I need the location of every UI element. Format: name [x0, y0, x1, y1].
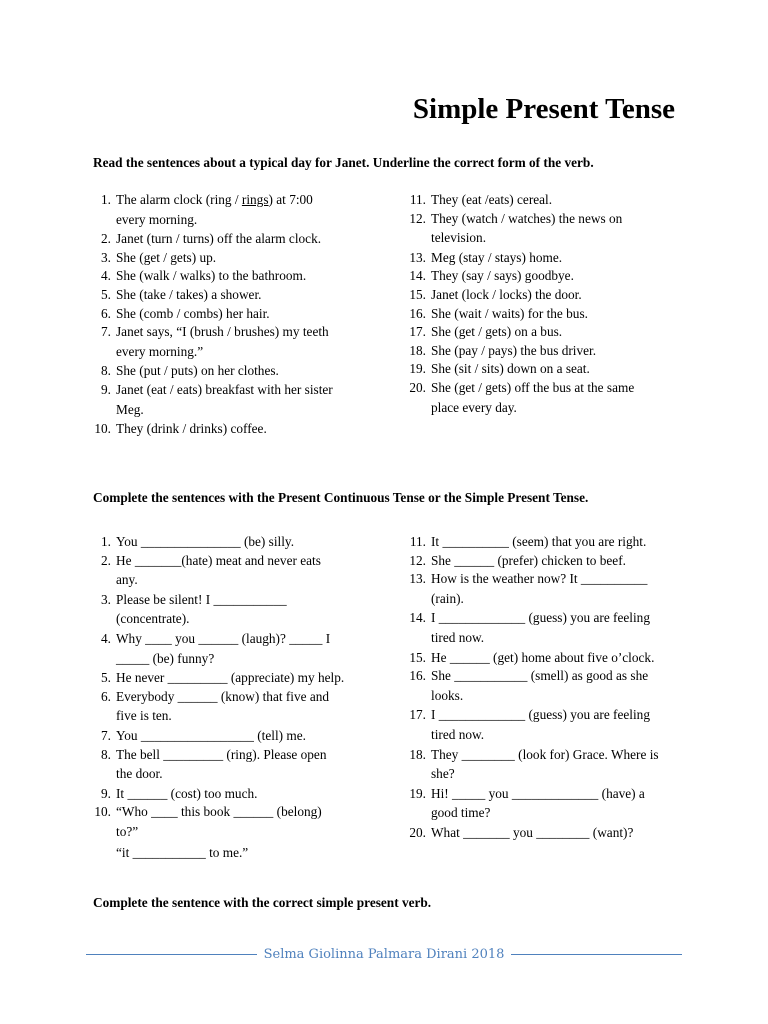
item-number: 8. [101, 746, 111, 762]
item-text-line: How is the weather now? It __________ [431, 571, 648, 587]
s1-right-item [408, 305, 708, 324]
item-number: 17. [409, 707, 426, 723]
s2-right-item [408, 824, 708, 843]
item-text-line: He ______ (get) home about five o’clock. [431, 649, 655, 665]
item-number: 4. [101, 630, 111, 646]
item-text-line: They ________ (look for) Grace. Where is [431, 746, 659, 762]
item-text-line: She ___________ (smell) as good as she [431, 668, 649, 684]
s2-right-item [408, 609, 708, 648]
item-text-line: The bell _________ (ring). Please open [116, 746, 327, 762]
item-number: 1. [101, 192, 111, 207]
item-text-line: good time? [431, 805, 491, 821]
item-text-line: “Who ____ this book ______ (belong) [116, 804, 322, 820]
item-text-line: They (drink / drinks) coffee. [116, 421, 267, 437]
item-text-line: They (watch / watches) the news on [431, 210, 623, 226]
item-text-line: Why ____ you ______ (laugh)? _____ I [116, 630, 331, 646]
item-text-line: Janet (turn / turns) off the alarm clock. [116, 231, 322, 247]
s2-right-item [408, 570, 708, 609]
item-text-line: _____ (be) funny? [116, 650, 215, 666]
s2-right-item [408, 667, 708, 706]
item-text-line: any. [116, 572, 138, 588]
item-number: 9. [101, 785, 111, 801]
item-text-line: Meg. [116, 401, 144, 417]
item-text-line: to?” [116, 823, 139, 839]
s2-left-item [93, 727, 393, 746]
s1-left-item [93, 381, 393, 420]
item-text-line: Janet says, “I (brush / brushes) my teeth [116, 324, 329, 340]
underlined-answer: rings [241, 192, 269, 207]
s2-left-item [93, 669, 393, 688]
item-number: 10. [94, 421, 111, 437]
s1-left-item [93, 305, 393, 324]
item-text-line: She (get / gets) off the bus at the same [431, 379, 635, 395]
item-text-line: five is ten. [116, 708, 172, 724]
item-text-line: Meg (stay / stays) home. [431, 249, 563, 265]
s1-left-item [93, 249, 393, 268]
item-number: 13. [409, 249, 426, 265]
item-number: 14. [409, 268, 426, 284]
s2-left-item [93, 688, 393, 727]
item-number: 16. [409, 668, 426, 684]
item-number: 12. [409, 210, 426, 226]
s2-left-item [93, 630, 393, 669]
item-text-line: What _______ you ________ (want)? [431, 824, 634, 840]
item-text-line: She (comb / combs) her hair. [116, 305, 270, 321]
item-text-line: You _________________ (tell) me. [116, 727, 306, 743]
item-number: 3. [101, 249, 111, 265]
item-number: 4. [101, 268, 111, 284]
section1-instruction: Read the sentences about a typical day for Janet. Underline the correct form of the verb. [93, 155, 594, 170]
item-number: 12. [409, 552, 426, 568]
s2-right-item [408, 533, 708, 552]
item-text-line: Janet (lock / locks) the door. [431, 286, 582, 302]
item-text-line: Everybody ______ (know) that five and [116, 688, 330, 704]
item-text-line: place every day. [431, 399, 517, 415]
item-text-line: She (sit / sits) down on a seat. [431, 361, 590, 377]
item-number: 9. [101, 381, 111, 397]
s2-right-item [408, 785, 708, 824]
s2-right-item [408, 649, 708, 668]
section2-instruction: Complete the sentences with the Present Continuous Tense or the Simple Present Tense. [93, 490, 589, 505]
item-text-line: Janet (eat / eats) breakfast with her sister [116, 381, 333, 397]
item-number: 13. [409, 571, 426, 587]
item-text-line: You _______________ (be) silly. [116, 534, 295, 549]
item-number: 5. [101, 286, 111, 302]
item-number: 17. [409, 324, 426, 340]
s2-left-item [93, 552, 393, 591]
s1-right-item [408, 379, 708, 418]
s1-right-item [408, 360, 708, 379]
item-text-line: It ______ (cost) too much. [116, 785, 258, 801]
item-text-line: looks. [431, 687, 464, 703]
item-text-line: Hi! _____ you _____________ (have) a [431, 785, 645, 801]
s1-right-item [408, 210, 708, 249]
item-text-line: She (get / gets) on a bus. [431, 324, 563, 340]
item-number: 2. [101, 231, 111, 247]
s1-left-item [93, 362, 393, 381]
s1-left-item [93, 286, 393, 305]
item-text-line: She (walk / walks) to the bathroom. [116, 268, 307, 284]
s1-right-item [408, 342, 708, 361]
s1-left-item [93, 267, 393, 286]
section2-left-column [93, 533, 393, 863]
item-text-line: She ______ (prefer) chicken to beef. [431, 552, 626, 568]
item-number: 1. [101, 534, 111, 549]
item-number: 7. [101, 727, 111, 743]
item-text-line: tired now. [431, 629, 485, 645]
item-number: 7. [101, 324, 111, 340]
item-text-line: every morning.” [116, 343, 204, 359]
item-text-line: (concentrate). [116, 611, 190, 627]
s2-left-item [93, 785, 393, 804]
s1-left-item [93, 230, 393, 249]
item-text-line: He never _________ (appreciate) my help. [116, 670, 345, 686]
s2-left-item [93, 591, 393, 630]
item-number: 20. [409, 824, 426, 840]
section3-instruction: Complete the sentence with the correct simple present verb. [93, 895, 432, 910]
s2-right-item [408, 746, 708, 785]
footer [86, 946, 682, 962]
item-number: 11. [409, 192, 426, 207]
s1-right-item [408, 249, 708, 268]
s1-left-item [93, 191, 393, 230]
item-text-line: She (wait / waits) for the bus. [431, 305, 588, 321]
item-text-line: She (pay / pays) the bus driver. [431, 342, 597, 358]
item-text-line: I _____________ (guess) you are feeling [431, 707, 650, 723]
item-number: 6. [101, 305, 111, 321]
s1-left-item [93, 420, 393, 439]
item-text-line: She (take / takes) a shower. [116, 286, 262, 302]
footer-rule-left [86, 954, 257, 955]
item-text-line: (rain). [431, 590, 464, 606]
page-title: Simple Present Tense [412, 93, 675, 125]
item-text-line: The alarm clock (ring / rings) at 7:00 [116, 192, 313, 207]
s2-right-item [408, 706, 708, 745]
item-number: 3. [101, 591, 111, 607]
s1-right-item [408, 323, 708, 342]
item-number: 16. [409, 305, 426, 321]
s1-left-item [93, 323, 393, 362]
item-text-line: Please be silent! I ___________ [116, 591, 287, 607]
item-text-line: She (put / puts) on her clothes. [116, 363, 279, 379]
item-text-line: “it ___________ to me.” [116, 844, 249, 860]
s2-left-item [93, 533, 393, 552]
item-text-line: tired now. [431, 726, 485, 742]
item-number: 2. [101, 552, 111, 568]
s1-right-item [408, 286, 708, 305]
item-text-line: she? [431, 766, 455, 782]
item-number: 19. [409, 785, 426, 801]
item-text-line: He _______(hate) meat and never eats [116, 552, 321, 568]
item-text-line: I _____________ (guess) you are feeling [431, 610, 650, 626]
item-number: 18. [409, 342, 426, 358]
item-number: 15. [409, 649, 426, 665]
item-text-line: They (say / says) goodbye. [431, 268, 574, 284]
s2-right-item [408, 552, 708, 571]
item-number: 19. [409, 361, 426, 377]
section1-left-column [93, 191, 393, 439]
item-number: 6. [101, 688, 111, 704]
footer-author: Selma Giolinna Palmara Dirani 2018 [263, 946, 505, 962]
section1-right-column [408, 191, 708, 418]
item-number: 20. [409, 379, 426, 395]
item-number: 10. [94, 804, 111, 820]
item-text-line: She (get / gets) up. [116, 249, 217, 265]
item-number: 18. [409, 746, 426, 762]
s2-left-item [93, 746, 393, 785]
s2-left-item [93, 803, 393, 863]
s1-right-item [408, 191, 708, 210]
item-text-line: It __________ (seem) that you are right. [431, 534, 647, 549]
item-number: 8. [101, 363, 111, 379]
item-text-line: every morning. [116, 211, 198, 227]
item-text-line: television. [431, 230, 487, 246]
item-number: 5. [101, 670, 111, 686]
item-number: 15. [409, 286, 426, 302]
item-number: 11. [409, 534, 426, 549]
item-text-line: the door. [116, 766, 163, 782]
item-text-line: They (eat /eats) cereal. [431, 192, 553, 207]
s1-right-item [408, 267, 708, 286]
footer-rule-right [511, 954, 682, 955]
item-number: 14. [409, 610, 426, 626]
section2-right-column [408, 533, 708, 843]
